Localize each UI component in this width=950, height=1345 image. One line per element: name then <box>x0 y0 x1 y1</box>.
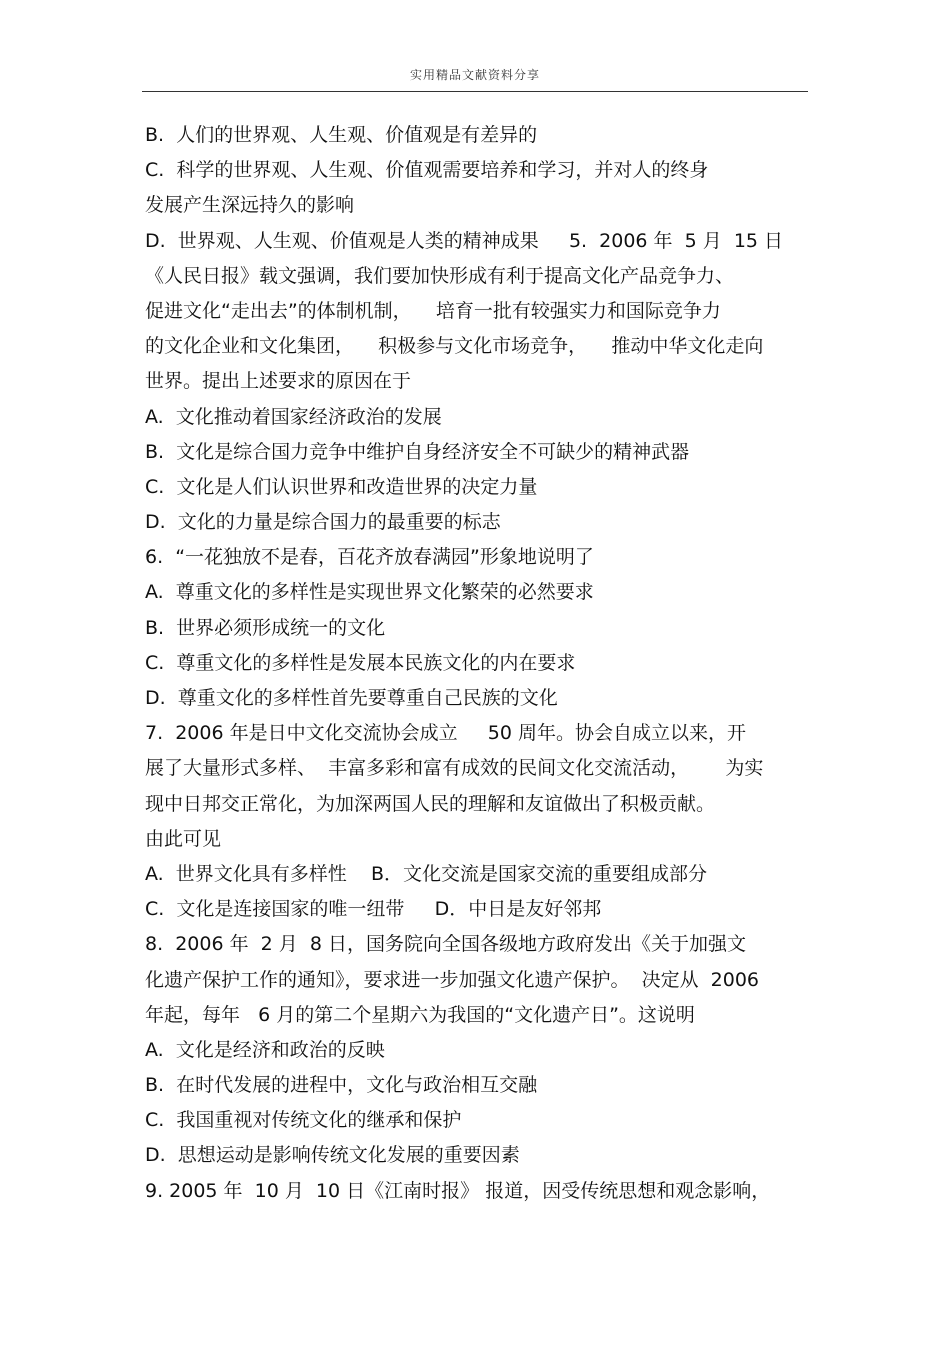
text-line: A. 文化是经济和政治的反映 <box>145 1038 385 1061</box>
text-line: 发展产生深远持久的影响 <box>145 194 355 217</box>
text-line: C. 科学的世界观、人生观、价值观需要培养和学习，并对人的终身 <box>145 159 709 182</box>
text-line: 《人民日报》载文强调，我们要加快形成有利于提高文化产品竞争力、 <box>145 264 735 287</box>
text-line: D. 尊重文化的多样性首先要尊重自己民族的文化 <box>145 687 558 709</box>
text-line: 展了大量形式多样、 丰富多彩和富有成效的民间文化交流活动， 为实 <box>145 757 764 780</box>
text-line: B. 文化是综合国力竞争中维护自身经济安全不可缺少的精神武器 <box>145 440 690 463</box>
text-line: 化遗产保护工作的通知》，要求进一步加强文化遗产保护。 决定从 2006 <box>145 968 760 991</box>
text-line: D. 文化的力量是综合国力的最重要的标志 <box>145 511 501 534</box>
text-line: C. 我国重视对传统文化的继承和保护 <box>145 1109 462 1132</box>
text-line: B. 在时代发展的进程中，文化与政治相互交融 <box>145 1074 538 1097</box>
text-line: C. 文化是连接国家的唯一纽带 D．中日是友好邻邦 <box>145 898 602 921</box>
header-divider <box>142 91 808 92</box>
text-line: C. 尊重文化的多样性是发展本民族文化的内在要求 <box>145 651 576 674</box>
text-line: 9. 2005 年 10 月 10 日《江南时报》 报道，因受传统思想和观念影响， <box>145 1179 771 1202</box>
text-line: 由此可见 <box>145 827 222 850</box>
text-line: 的文化企业和文化集团， 积极参与文化市场竞争， 推动中华文化走向 <box>145 335 764 358</box>
text-line: 7. 2006 年是日中文化交流协会成立 50 周年。协会自成立以来，开 <box>145 722 747 745</box>
text-line: A. 文化推动着国家经济政治的发展 <box>145 405 442 428</box>
text-line: A. 尊重文化的多样性是实现世界文化繁荣的必然要求 <box>145 581 594 604</box>
text-line: D. 思想运动是影响传统文化发展的重要因素 <box>145 1144 520 1167</box>
text-line: 现中日邦交正常化，为加深两国人民的理解和友谊做出了积极贡献。 <box>145 792 716 815</box>
text-line: C. 文化是人们认识世界和改造世界的决定力量 <box>145 475 538 498</box>
text-line: B. 世界必须形成统一的文化 <box>145 616 386 639</box>
text-line: 促进文化“走出去”的体制机制， 培育一批有较强实力和国际竞争力 <box>145 299 721 322</box>
text-line: D. 世界观、人生观、价值观是人类的精神成果 5. 2006 年 5 月 15 日 <box>145 229 784 252</box>
text-line: 8. 2006 年 2 月 8 日，国务院向全国各级地方政府发出《关于加强文 <box>145 933 747 956</box>
text-line: 年起，每年 6 月的第二个星期六为我国的“文化遗产日”。这说明 <box>145 1003 695 1026</box>
text-line: 世界。提出上述要求的原因在于 <box>145 370 412 393</box>
text-line: A. 世界文化具有多样性 B．文化交流是国家交流的重要组成部分 <box>145 862 707 885</box>
text-line: 6. “一花独放不是春，百花齐放春满园”形象地说明了 <box>145 546 594 569</box>
text-line: B. 人们的世界观、人生观、价值观是有差异的 <box>145 124 538 146</box>
page-header: 实用精品文献资料分享 <box>409 68 540 82</box>
document-body <box>145 118 815 1209</box>
